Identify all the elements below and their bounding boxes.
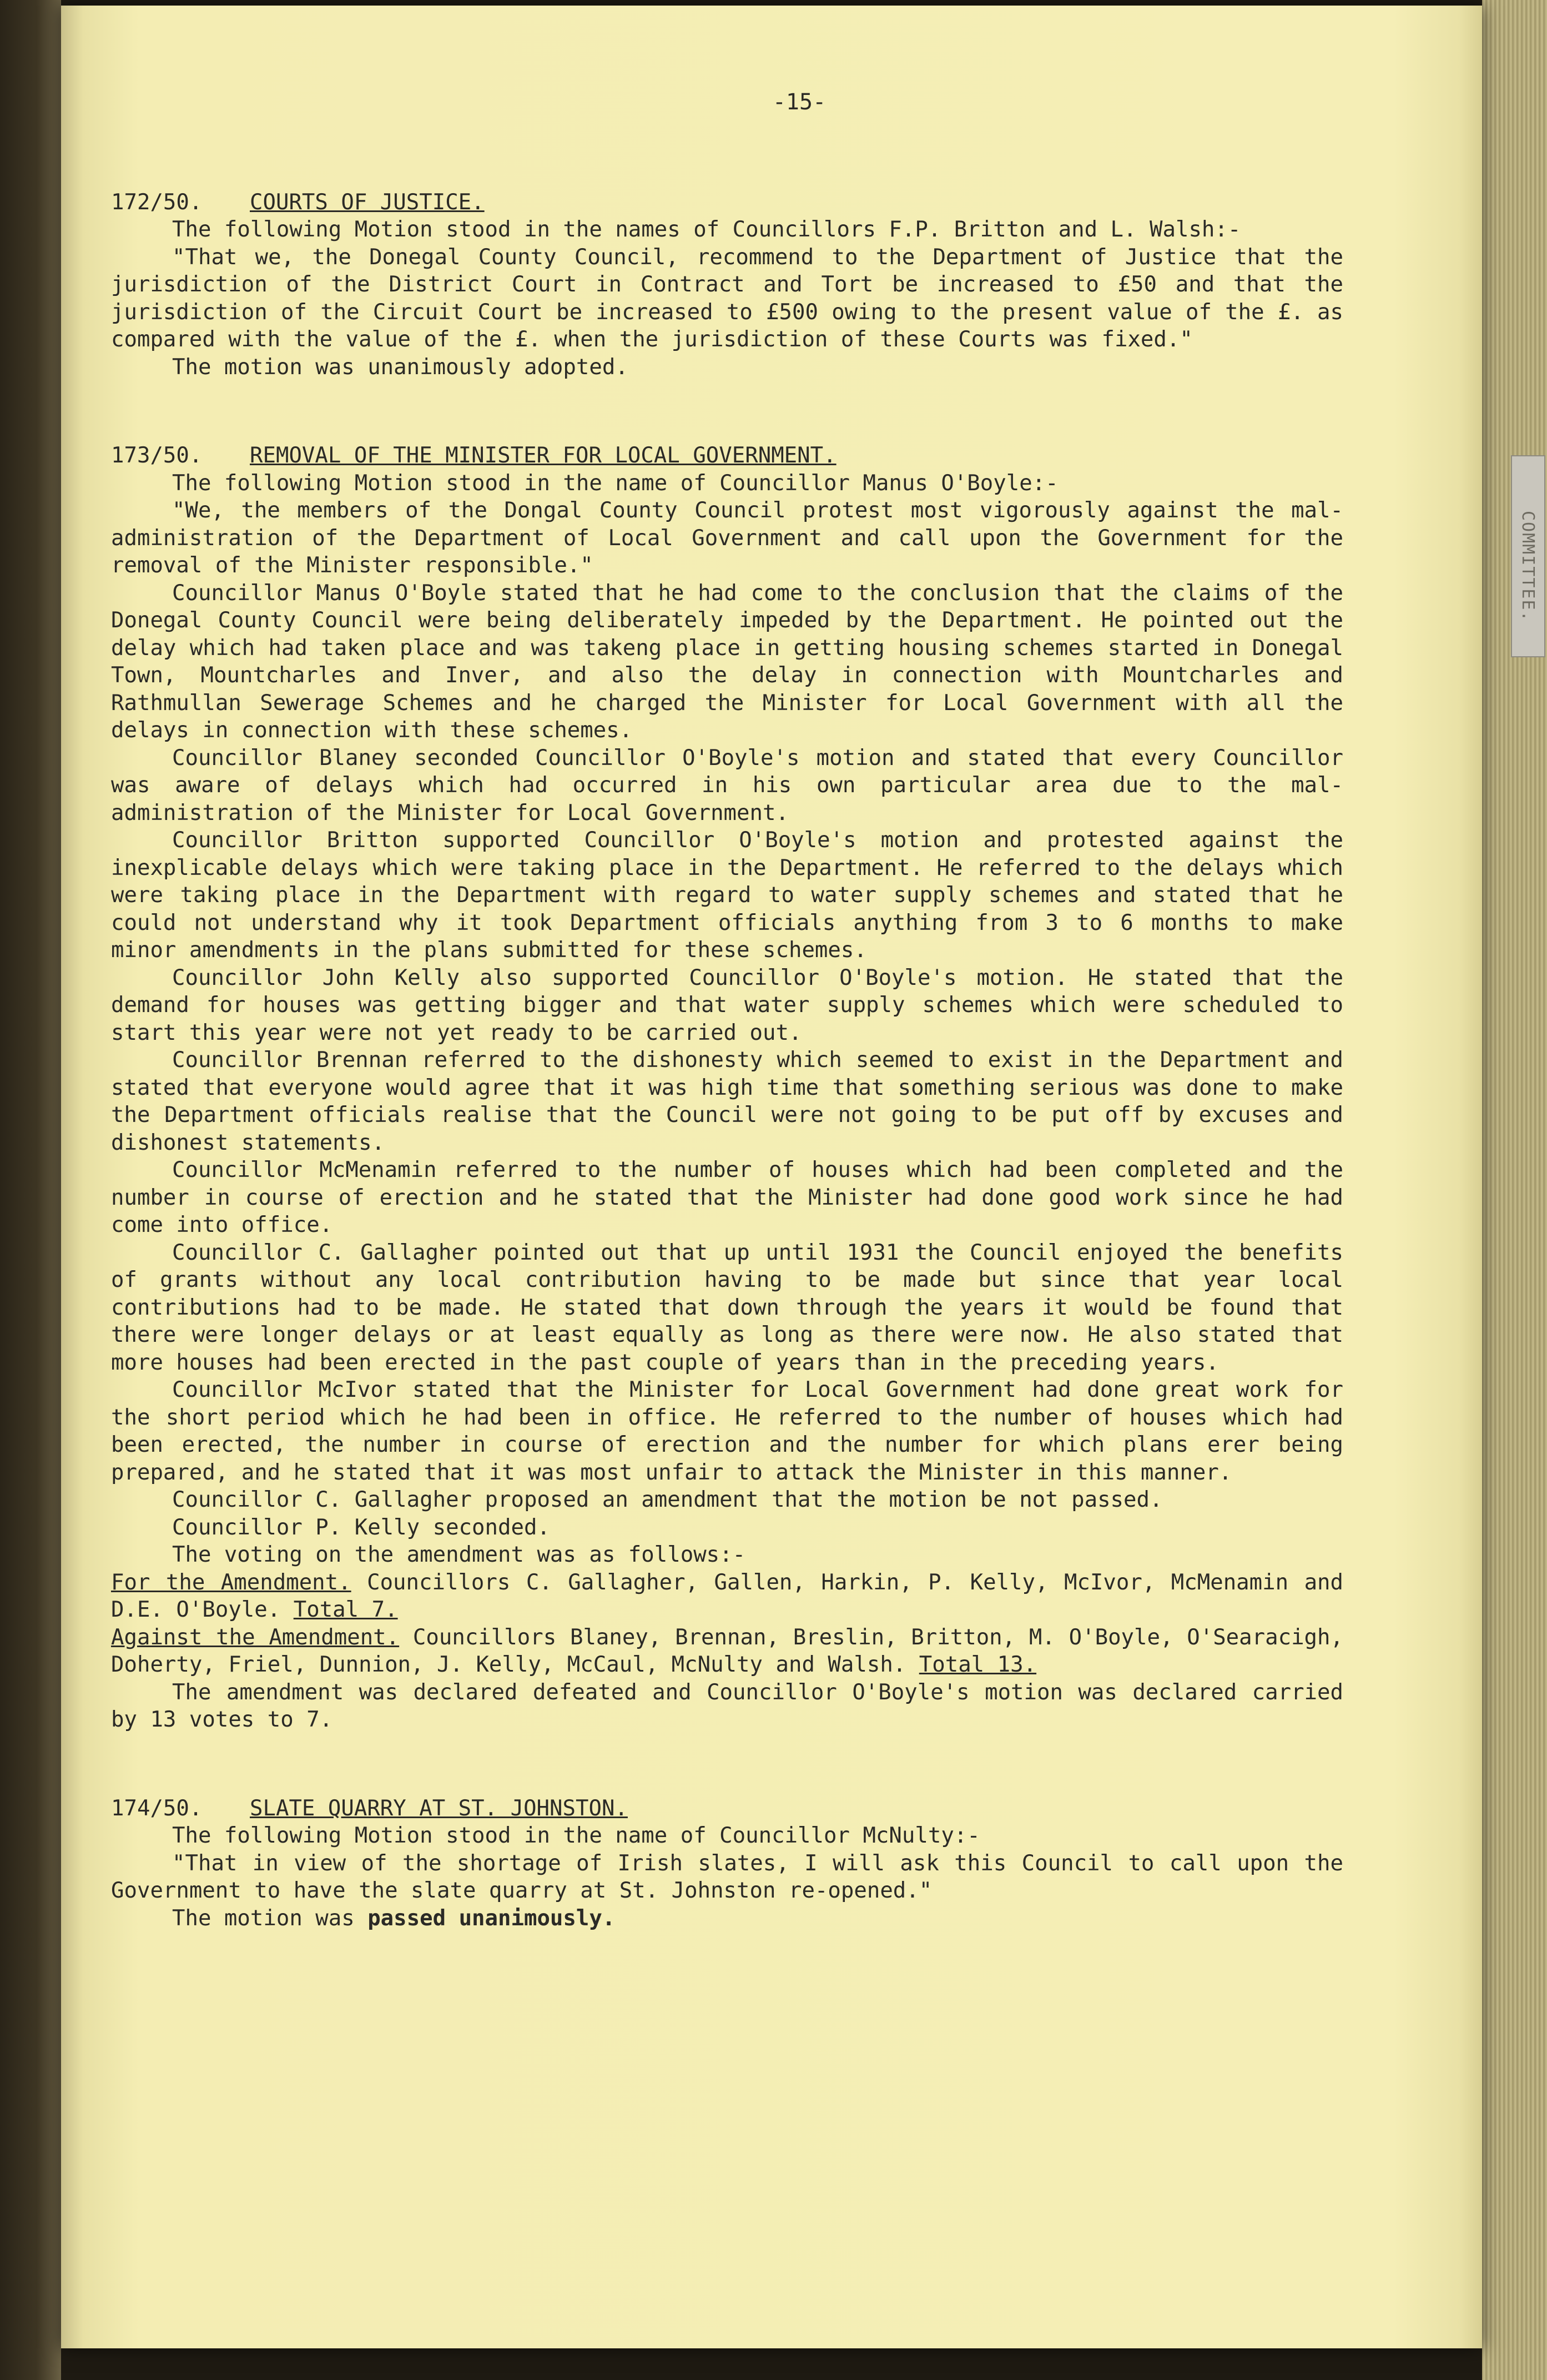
minute-heading — [111, 189, 1343, 217]
page-number: -15- — [772, 89, 827, 115]
minute-paragraph: Councillor P. Kelly seconded. — [172, 1514, 550, 1540]
minute-paragraph: Councillor C. Gallagher pointed out that up until 1931 the Council enjoyed the benefits of grants without any local contribution having to be made but since that year local contributions had to be made. He stated that down through the years it would be found that there were longer delays or at least equally as long as there were now. He also stated that more houses had been erected in the past couple of years than in the preceding years. — [111, 1240, 1343, 1375]
page-edges — [1482, 0, 1547, 2380]
minute-paragraph: The voting on the amendment was as follows:- — [172, 1542, 746, 1567]
minute-paragraph — [111, 1905, 1343, 1933]
minute-paragraph: The motion was unanimously adopted. — [172, 354, 628, 380]
minute-paragraph: Councillor Brennan referred to the dishonesty which seemed to exist in the Department and stated that everyone would agree that it was high time that something serious was done to make the Department officials realise that the Council were not going to be put off by excuses and dishonest statements. — [111, 1048, 1343, 1155]
minute-number: 173/50. — [111, 443, 203, 468]
minute-paragraph: Councillor Britton supported Councillor O'Boyle's motion and protested against the inexplicable delays which were taking place in the Department. He referred to the delays which were taking place in the Department with regard to water supply schemes and stated that he could not understand why it took Department officials anything from 3 to 6 months to make minor amendments in the plans submitted for these schemes. — [111, 828, 1343, 963]
page-content — [111, 89, 1343, 1993]
minute-title: COURTS OF JUSTICE. — [250, 189, 485, 215]
minute-paragraph: The following Motion stood in the name of Councillor Manus O'Boyle:- — [172, 470, 1059, 496]
minute-courts-of-justice — [111, 189, 1343, 381]
minute-number: 172/50. — [111, 189, 203, 215]
motion-text: "That in view of the shortage of Irish slates, I will ask this Council to call upon the Government to have the slate quarry at St. Johnston re-opened." — [111, 1850, 1343, 1903]
minute-paragraph: Councillor McIvor stated that the Minister for Local Government had done great work for the short period which he had been in office. He referred to the number of houses which had been erected, the number in course of erection and the number for which plans erer being prepared, and he stated that it was most unfair to attack the Minister in this manner. — [111, 1377, 1343, 1485]
minute-paragraph: The following Motion stood in the name of Councillor McNulty:- — [172, 1823, 980, 1848]
closing-prefix: The motion was — [172, 1905, 368, 1931]
vote-for-names: Councillors C. Gallagher, Gallen, Harkin, P. Kelly, McIvor, McMenamin and D.E. O'Boyle. — [111, 1569, 1344, 1622]
minute-title: REMOVAL OF THE MINISTER FOR LOCAL GOVERNMENT. — [250, 443, 837, 468]
motion-text: "That we, the Donegal County Council, recommend to the Department of Justice that the jurisdiction of the District Court in Contract and Tort be increased to £50 and that the jurisdiction of the Circuit Court be increased to £500 owing to the present value of the £. as compared with the value of the £. when the jurisdiction of these Courts was fixed." — [111, 244, 1343, 352]
minute-number: 174/50. — [111, 1795, 203, 1821]
vote-for-total: Total 7. — [293, 1597, 398, 1622]
vote-against-names: Councillors Blaney, Brennan, Breslin, Britton, M. O'Boyle, O'Searacigh, Doherty, Friel, Dunnion, J. Kelly, McCaul, McNulty and Walsh. — [111, 1624, 1344, 1677]
motion-text: "We, the members of the Dongal County Council protest most vigorously against the mal-administration of the Department of Local Government and call upon the Government for the removal of the Minister responsible." — [111, 498, 1343, 578]
vote-for-label: For the Amendment. — [111, 1569, 351, 1595]
book-spine — [0, 0, 61, 2380]
minute-paragraph: Councillor C. Gallagher proposed an amendment that the motion be not passed. — [172, 1487, 1163, 1512]
minute-heading — [111, 442, 1343, 470]
closing-result: passed unanimously. — [367, 1905, 616, 1931]
minute-removal-of-minister — [111, 442, 1343, 1734]
minute-paragraph: Councillor Blaney seconded Councillor O'Boyle's motion and stated that every Councillor was aware of delays which had occurred in his own particular area due to the mal-administration of the Minister for Local Government. — [111, 745, 1343, 826]
minute-paragraph: The following Motion stood in the names of Councillors F.P. Britton and L. Walsh:- — [172, 217, 1241, 242]
vote-against-total: Total 13. — [919, 1652, 1037, 1677]
minute-paragraph: Councillor Manus O'Boyle stated that he had come to the conclusion that the claims of the Donegal County Council were being deliberately impeded by the Department. He pointed out the delay which had taken place and was takeng place in getting housing schemes started in Donegal Town, Mountcharles and Inver, and also the delay in connection with Mountcharles and Rathmullan Sewerage Schemes and he charged the Minister for Local Government with all the delays in connection with these schemes. — [111, 580, 1343, 743]
vote-against-label: Against the Amendment. — [111, 1624, 400, 1650]
minute-slate-quarry — [111, 1795, 1343, 1933]
index-tab-label: COMMITTEE. — [1518, 511, 1538, 622]
minute-paragraph: The amendment was declared defeated and Councillor O'Boyle's motion was declared carried by 13 votes to 7. — [111, 1679, 1343, 1732]
minute-title: SLATE QUARRY AT ST. JOHNSTON. — [250, 1795, 628, 1821]
vote-for-line — [111, 1569, 1343, 1624]
minute-heading — [111, 1795, 1343, 1823]
vote-against-line — [111, 1624, 1343, 1679]
minute-paragraph: Councillor John Kelly also supported Councillor O'Boyle's motion. He stated that the demand for houses was getting bigger and that water supply schemes which were scheduled to start this year were not yet ready to be carried out. — [111, 965, 1343, 1045]
minute-paragraph: Councillor McMenamin referred to the number of houses which had been completed and the number in course of erection and he stated that the Minister had done good work since he had come into office. — [111, 1158, 1343, 1237]
